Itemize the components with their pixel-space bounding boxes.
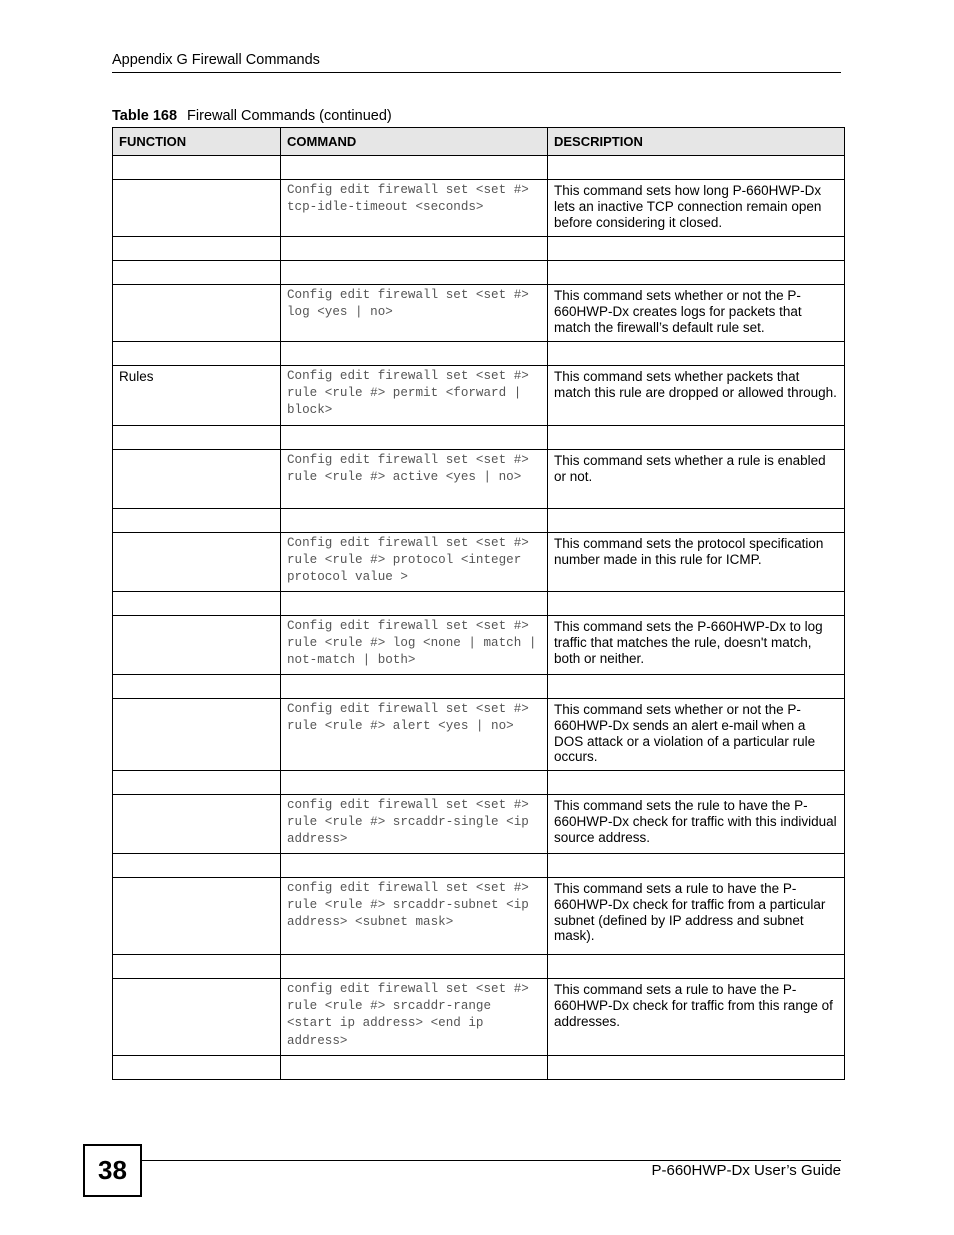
command-cell: config edit firewall set <set #> rule <rule #> srcaddr-subnet <ip address> <subnet mask> xyxy=(281,878,548,955)
function-cell xyxy=(113,979,281,1056)
table-row xyxy=(113,237,845,261)
command-cell xyxy=(281,1056,548,1080)
running-header: Appendix G Firewall Commands xyxy=(112,52,320,68)
function-cell xyxy=(113,426,281,450)
table-row xyxy=(113,955,845,979)
table-row xyxy=(113,533,845,592)
description-cell: This command sets whether a rule is enabled or not. xyxy=(548,450,845,509)
description-cell: This command sets whether or not the P-660HWP-Dx creates logs for packets that match the firewall’s default rule set. xyxy=(548,285,845,342)
table-row xyxy=(113,1056,845,1080)
description-cell: This command sets a rule to have the P-660HWP-Dx check for traffic from this range of addresses. xyxy=(548,979,845,1056)
function-cell xyxy=(113,699,281,771)
table-header-row xyxy=(113,128,845,156)
table-row xyxy=(113,366,845,426)
function-cell xyxy=(113,955,281,979)
function-cell xyxy=(113,675,281,699)
command-cell: Config edit firewall set <set #> rule <rule #> log <none | match | not-match | both> xyxy=(281,616,548,675)
command-cell xyxy=(281,771,548,795)
page-number: 38 xyxy=(83,1144,142,1197)
table-row xyxy=(113,616,845,675)
command-cell: Config edit firewall set <set #> rule <rule #> protocol <integer protocol value > xyxy=(281,533,548,592)
command-cell xyxy=(281,426,548,450)
command-cell xyxy=(281,955,548,979)
table-row xyxy=(113,854,845,878)
command-cell: config edit firewall set <set #> rule <rule #> srcaddr-single <ip address> xyxy=(281,795,548,854)
function-cell xyxy=(113,180,281,237)
table-row xyxy=(113,675,845,699)
table-row xyxy=(113,450,845,509)
command-cell: Config edit firewall set <set #> rule <rule #> active <yes | no> xyxy=(281,450,548,509)
function-cell xyxy=(113,616,281,675)
command-cell: Config edit firewall set <set #> rule <rule #> permit <forward | block> xyxy=(281,366,548,426)
description-cell: This command sets how long P-660HWP-Dx lets an inactive TCP connection remain open before considering it closed. xyxy=(548,180,845,237)
function-cell xyxy=(113,1056,281,1080)
function-cell xyxy=(113,156,281,180)
function-cell xyxy=(113,533,281,592)
function-cell xyxy=(113,285,281,342)
description-cell: This command sets the protocol specification number made in this rule for ICMP. xyxy=(548,533,845,592)
function-cell xyxy=(113,592,281,616)
description-cell xyxy=(548,955,845,979)
table-row xyxy=(113,180,845,237)
description-cell xyxy=(548,156,845,180)
description-cell xyxy=(548,592,845,616)
table-caption-title: Firewall Commands (continued) xyxy=(187,108,392,124)
function-cell xyxy=(113,878,281,955)
header-divider xyxy=(112,72,841,73)
firewall-commands-table xyxy=(112,127,845,1080)
description-cell: This command sets whether or not the P-660HWP-Dx sends an alert e-mail when a DOS attack or a violation of a particular rule occurs. xyxy=(548,699,845,771)
table-row xyxy=(113,979,845,1056)
table-caption xyxy=(112,108,392,124)
description-cell xyxy=(548,237,845,261)
table-caption-label: Table 168 xyxy=(112,108,178,124)
table-row xyxy=(113,156,845,180)
table-row xyxy=(113,426,845,450)
column-header-function: FUNCTION xyxy=(113,128,281,156)
table-row xyxy=(113,699,845,771)
column-header-description: DESCRIPTION xyxy=(548,128,845,156)
command-cell xyxy=(281,854,548,878)
command-cell xyxy=(281,342,548,366)
table-row xyxy=(113,285,845,342)
command-cell: Config edit firewall set <set #> log <yes | no> xyxy=(281,285,548,342)
table-row xyxy=(113,878,845,955)
column-header-command: COMMAND xyxy=(281,128,548,156)
command-cell xyxy=(281,237,548,261)
description-cell: This command sets a rule to have the P-660HWP-Dx check for traffic from a particular subnet (defined by IP address and subnet mask). xyxy=(548,878,845,955)
description-cell: This command sets the rule to have the P-660HWP-Dx check for traffic with this individual source address. xyxy=(548,795,845,854)
command-cell: Config edit firewall set <set #> rule <rule #> alert <yes | no> xyxy=(281,699,548,771)
table-row xyxy=(113,342,845,366)
function-cell xyxy=(113,342,281,366)
description-cell xyxy=(548,342,845,366)
function-cell xyxy=(113,450,281,509)
description-cell xyxy=(548,261,845,285)
command-cell xyxy=(281,509,548,533)
table-row xyxy=(113,592,845,616)
command-cell: Config edit firewall set <set #> tcp-idle-timeout <seconds> xyxy=(281,180,548,237)
description-cell xyxy=(548,426,845,450)
function-cell: Rules xyxy=(113,366,281,426)
function-cell xyxy=(113,795,281,854)
command-cell xyxy=(281,156,548,180)
table-row xyxy=(113,771,845,795)
table-row xyxy=(113,509,845,533)
description-cell: This command sets whether packets that match this rule are dropped or allowed through. xyxy=(548,366,845,426)
footer-divider xyxy=(140,1160,841,1161)
function-cell xyxy=(113,261,281,285)
command-cell xyxy=(281,592,548,616)
description-cell xyxy=(548,1056,845,1080)
command-cell xyxy=(281,261,548,285)
command-cell: config edit firewall set <set #> rule <rule #> srcaddr-range <start ip address> <end ip address> xyxy=(281,979,548,1056)
function-cell xyxy=(113,854,281,878)
function-cell xyxy=(113,237,281,261)
description-cell xyxy=(548,675,845,699)
command-cell xyxy=(281,675,548,699)
description-cell xyxy=(548,771,845,795)
function-cell xyxy=(113,771,281,795)
description-cell xyxy=(548,509,845,533)
footer-guide-title: P-660HWP-Dx User’s Guide xyxy=(651,1162,841,1179)
function-cell xyxy=(113,509,281,533)
description-cell xyxy=(548,854,845,878)
table-row xyxy=(113,795,845,854)
description-cell: This command sets the P-660HWP-Dx to log traffic that matches the rule, doesn't match, both or neither. xyxy=(548,616,845,675)
table-row xyxy=(113,261,845,285)
